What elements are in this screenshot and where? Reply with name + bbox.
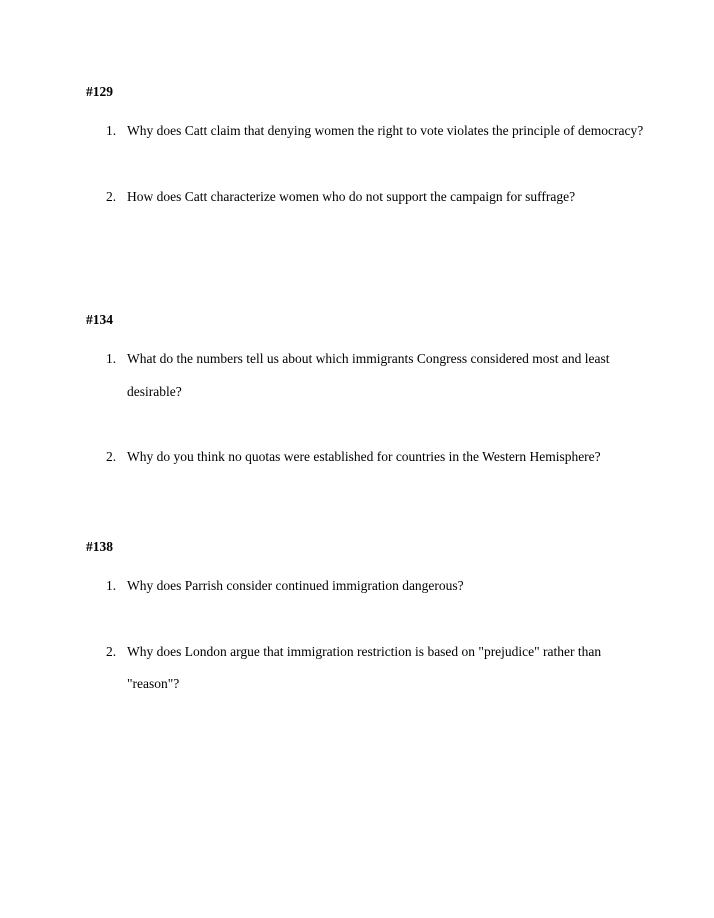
question-text: What do the numbers tell us about which immigrants Congress considered most and least desirable? xyxy=(127,351,610,399)
question-item xyxy=(86,181,647,214)
question-text: Why does Parrish consider continued immigration dangerous? xyxy=(127,578,464,593)
question-item xyxy=(86,115,647,148)
question-section-134 xyxy=(86,312,646,474)
question-number: 2. xyxy=(106,449,117,464)
question-number: 1. xyxy=(106,578,117,593)
question-text: Why does Catt claim that denying women the right to vote violates the principle of democracy? xyxy=(127,123,644,138)
question-item xyxy=(86,343,647,408)
section-heading: #134 xyxy=(86,312,113,327)
question-number: 2. xyxy=(106,643,117,659)
question-item xyxy=(86,636,647,701)
question-item xyxy=(86,441,647,474)
question-text: How does Catt characterize women who do not support the campaign for suffrage? xyxy=(127,188,576,204)
question-item xyxy=(86,570,647,603)
question-section-138 xyxy=(86,539,646,701)
question-text: Why do you think no quotas were established for countries in the Western Hemisphere? xyxy=(127,449,601,464)
question-number: 2. xyxy=(106,188,117,204)
question-text: Why does London argue that immigration restriction is based on "prejudice" rather than "reason"? xyxy=(127,643,602,691)
section-heading: #138 xyxy=(86,539,113,554)
question-number: 1. xyxy=(106,123,117,138)
question-number: 1. xyxy=(106,351,117,366)
question-section-129 xyxy=(86,84,646,213)
section-heading: #129 xyxy=(86,84,113,99)
